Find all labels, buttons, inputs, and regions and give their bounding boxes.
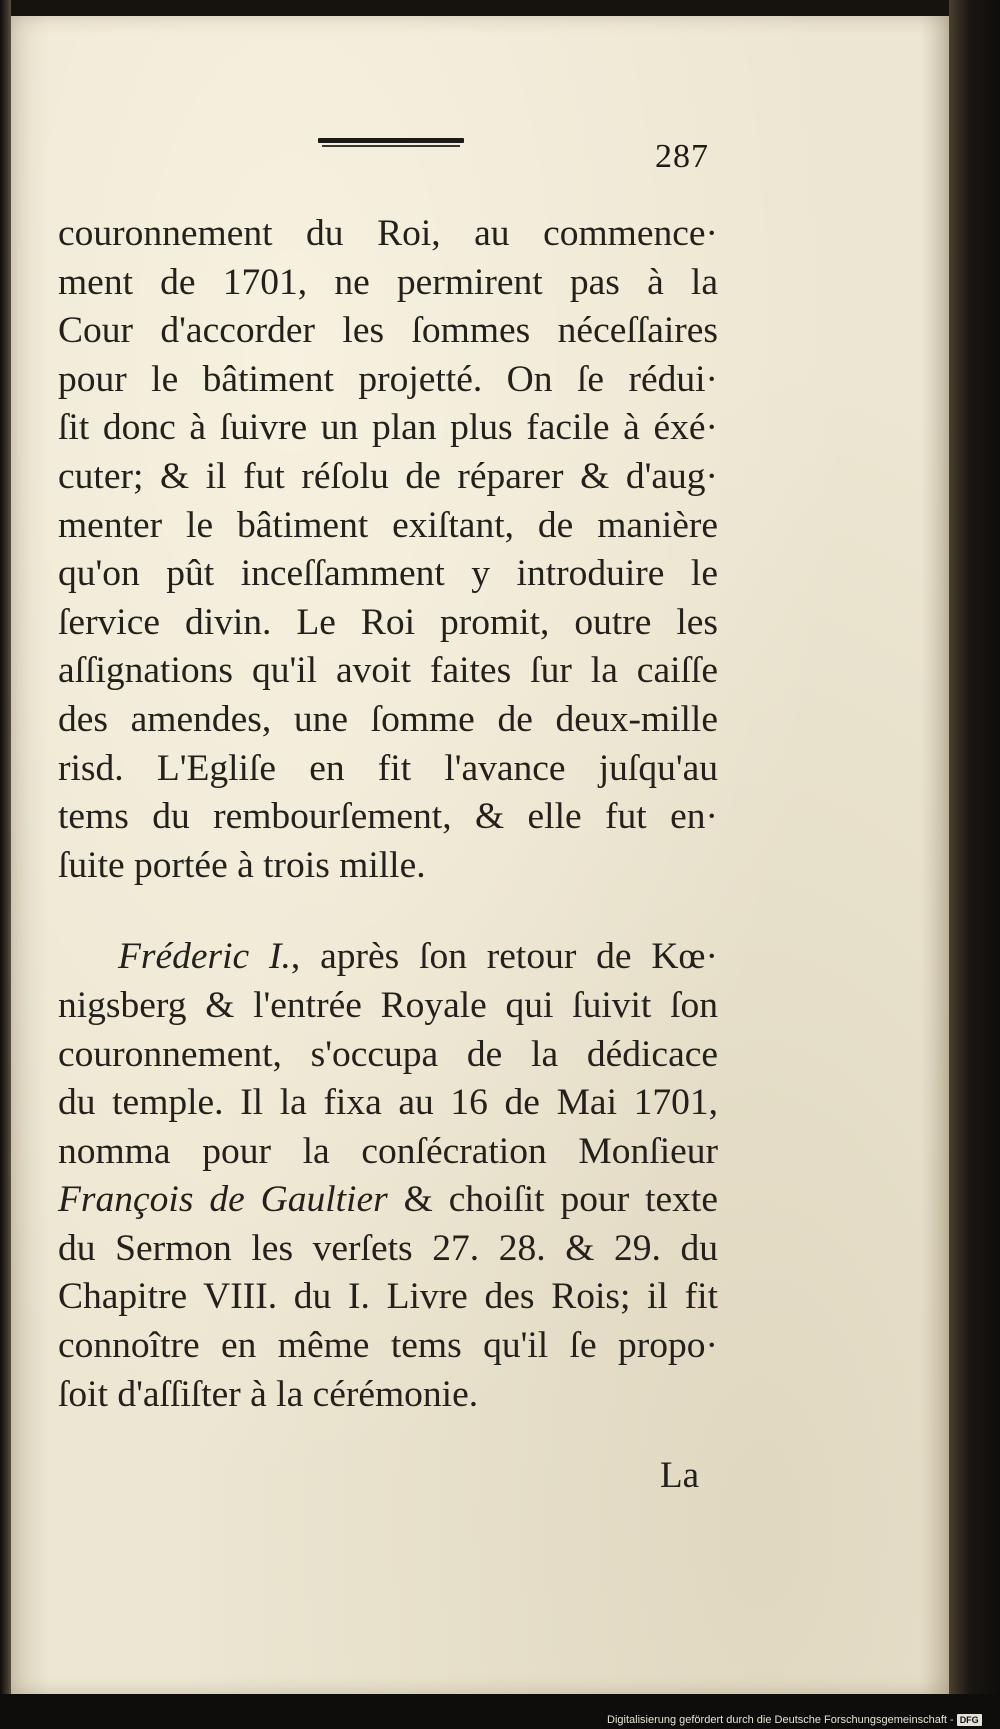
italic-name: Fréderic I. — [118, 936, 291, 978]
text-line: nigsberg & l'entrée Royale qui ſuivit ſon — [58, 984, 718, 1026]
text-line: couronnement, s'occupa de la dédicace — [58, 1033, 718, 1075]
text-line: des amendes, une ſomme de deux-mille — [58, 698, 718, 740]
text-line: connoître en même tems qu'il ſe propo· — [58, 1325, 718, 1367]
header-ornament-rule — [318, 138, 464, 150]
text-line: Chapitre VIII. du I. Livre des Rois; il fit — [58, 1276, 718, 1318]
text-line: du temple. Il la fixa au 16 de Mai 1701, — [58, 1082, 718, 1124]
catchword: La — [660, 1455, 700, 1496]
text-line: couronnement du Roi, au commence· — [58, 213, 718, 254]
text-line — [58, 933, 718, 982]
dfg-logo-icon: DFG — [957, 1714, 982, 1726]
right-margin-edge — [949, 0, 1000, 1729]
text-line: cuter; & il fut réſolu de réparer & d'aug· — [58, 455, 718, 497]
paragraph-2 — [58, 933, 718, 1419]
credit-text: Digitalisierung gefördert durch die Deutsche Forschungsgemeinschaft - — [607, 1714, 954, 1726]
text-line: ſoit d'aſſiſter à la cérémonie. — [58, 1373, 479, 1415]
text-line: ſit donc à ſuivre un plan plus facile à éxé· — [58, 407, 718, 449]
text-line: ſuite portée à trois mille. — [58, 844, 426, 886]
paragraph-1 — [58, 210, 718, 890]
text-run: & choiſit pour texte — [387, 1179, 718, 1221]
text-line: menter le bâtiment exiſtant, de manière — [58, 504, 718, 546]
book-spine-edge — [0, 0, 11, 1729]
text-line: risd. L'Egliſe en fit l'avance juſqu'au — [58, 747, 718, 789]
text-run: , après ſon retour de Kœ· — [290, 936, 719, 978]
text-line — [58, 1176, 718, 1225]
page-number: 287 — [655, 138, 709, 175]
digitization-credit — [607, 1713, 982, 1727]
text-line: pour le bâtiment projetté. On ſe rédui· — [58, 358, 718, 400]
text-line: qu'on pût inceſſamment y introduire le — [58, 553, 718, 595]
text-line: Cour d'accorder les ſommes néceſſaires — [58, 310, 718, 352]
text-line: aſſignations qu'il avoit faites ſur la caiſſe — [58, 650, 718, 692]
text-line: nomma pour la conſécration Monſieur — [58, 1130, 718, 1172]
text-line: du Sermon les verſets 27. 28. & 29. du — [58, 1227, 718, 1269]
italic-name: François de Gaultier — [58, 1179, 388, 1221]
text-line: ſervice divin. Le Roi promit, outre les — [58, 601, 718, 643]
text-line: tems du rembourſement, & elle fut en· — [58, 796, 718, 838]
page-text — [58, 210, 718, 1419]
text-line: ment de 1701, ne permirent pas à la — [58, 261, 718, 303]
